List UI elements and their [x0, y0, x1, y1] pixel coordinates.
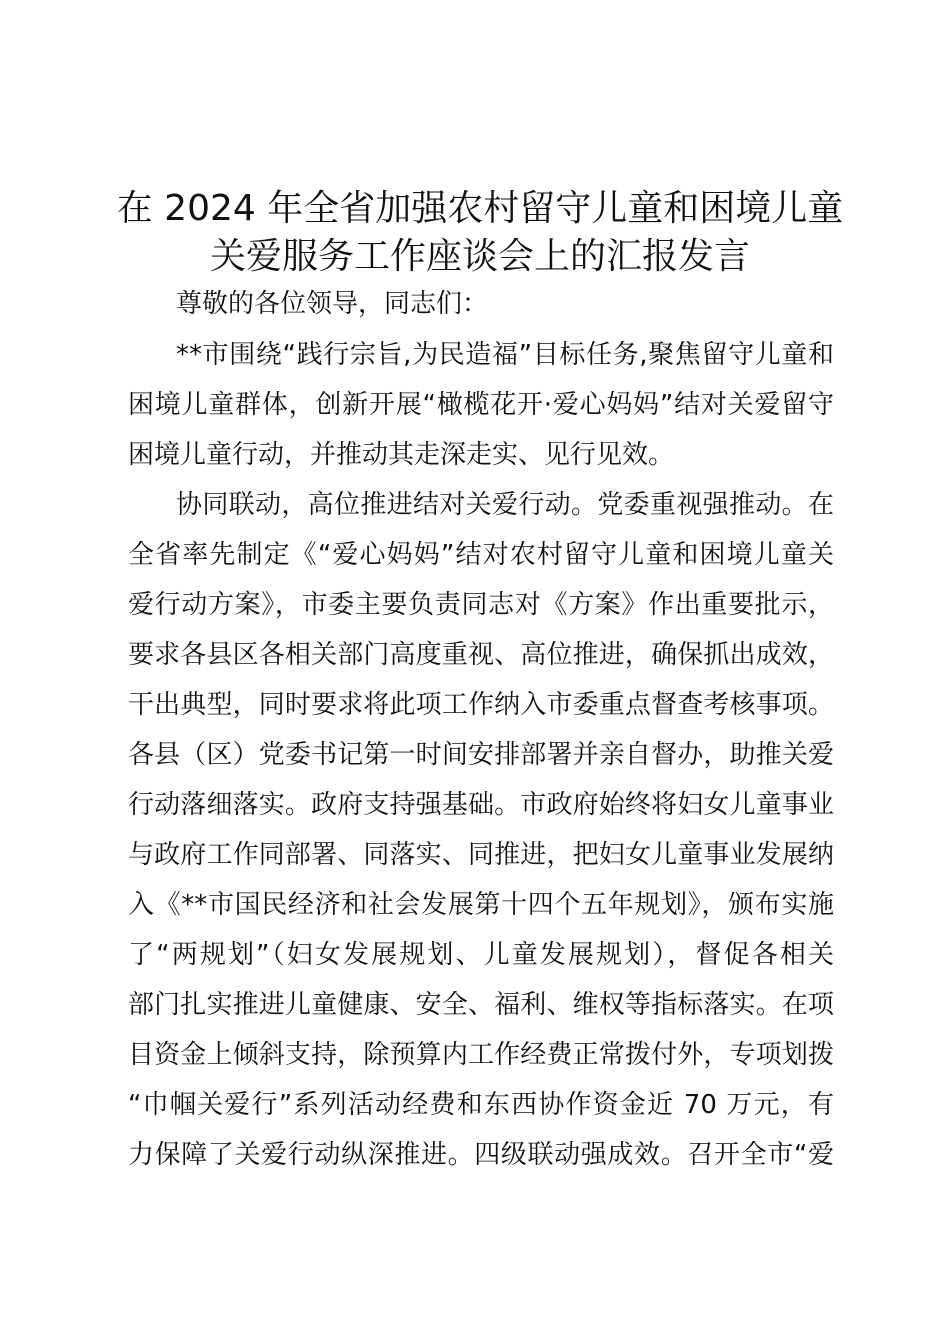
paragraph-1-line-2: 困境儿童群体，创新开展“橄榄花开·爱心妈妈”结对关爱留守: [128, 390, 834, 420]
document-title-line-2: 关爱服务工作座谈会上的汇报发言: [209, 236, 750, 277]
paragraph-2-line-9: 入《**市国民经济和社会发展第十四个五年规划》，颁布实施: [128, 890, 834, 920]
paragraph-2-line-4: 要求各县区各相关部门高度重视、高位推进，确保抓出成效，: [128, 640, 834, 670]
paragraph-2-line-6: 各县（区）党委书记第一时间安排部署并亲自督办，助推关爱: [128, 740, 834, 770]
paragraph-2-line-3: 爱行动方案》，市委主要负责同志对《方案》作出重要批示，: [128, 590, 834, 620]
paragraph-1-line-1: **市围绕“践行宗旨,为民造福”目标任务,聚焦留守儿童和: [176, 340, 834, 370]
paragraph-2-line-12: 目资金上倾斜支持，除预算内工作经费正常拨付外，专项划拨: [128, 1040, 834, 1070]
document-title-line-1: 在 2024 年全省加强农村留守儿童和困境儿童: [116, 188, 844, 229]
paragraph-2-line-8: 与政府工作同部署、同落实、同推进，把妇女儿童事业发展纳: [128, 840, 834, 870]
paragraph-2-line-11: 部门扎实推进儿童健康、安全、福利、维权等指标落实。在项: [128, 990, 834, 1020]
paragraph-2-line-1: 协同联动，高位推进结对关爱行动。党委重视强推动。在: [176, 490, 834, 520]
paragraph-2-line-5: 干出典型，同时要求将此项工作纳入市委重点督查考核事项。: [128, 690, 834, 720]
paragraph-2-line-13: “巾帼关爱行”系列活动经费和东西协作资金近 70 万元，有: [128, 1090, 834, 1120]
paragraph-2-line-14: 力保障了关爱行动纵深推进。四级联动强成效。召开全市“爱: [128, 1140, 834, 1170]
paragraph-1-line-3: 困境儿童行动，并推动其走深走实、见行见效。: [128, 440, 675, 470]
salutation: 尊敬的各位领导，同志们：: [176, 289, 489, 319]
paragraph-2-line-2: 全省率先制定《“爱心妈妈”结对农村留守儿童和困境儿童关: [128, 540, 834, 570]
paragraph-2-line-10: 了“两规划”（妇女发展规划、儿童发展规划），督促各相关: [128, 940, 834, 970]
paragraph-2-line-7: 行动落细落实。政府支持强基础。市政府始终将妇女儿童事业: [128, 790, 834, 820]
